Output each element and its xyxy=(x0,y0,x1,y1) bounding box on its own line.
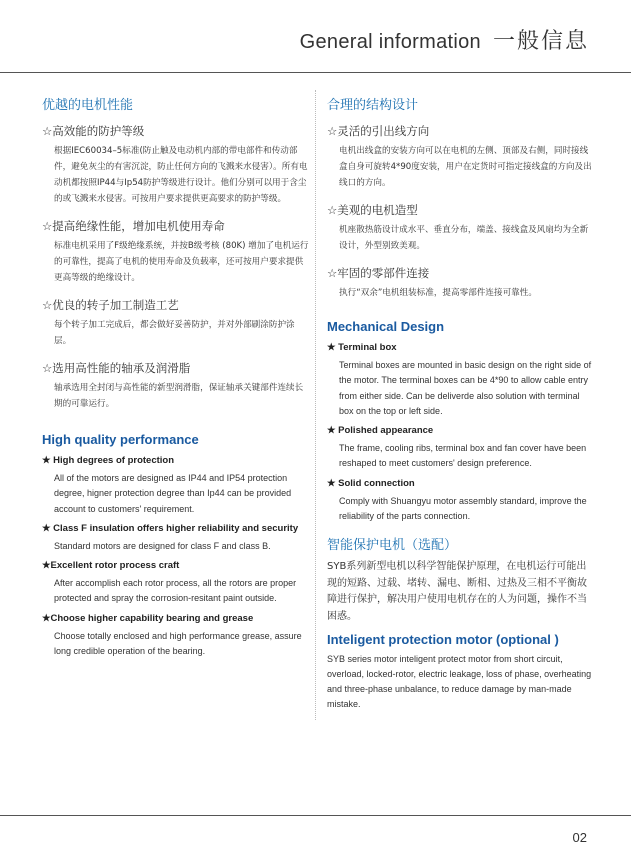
section-heading-mechanical-en: Mechanical Design xyxy=(327,319,445,334)
item-body-insulation-zh: 标准电机采用了F级绝缘系统，并按B级考核 (80K) 增加了电机运行的可靠性，提高了电机的使用寿命及负载率，还可按用户要求提供更高等级的绝缘设计。 xyxy=(54,241,309,283)
page-header-title xyxy=(300,24,589,55)
item-body-protection-zh: 根据IEC60034–5标准(防止触及电动机内部的带电部件和传动部件，避免灰尘的有害沉淀，防止任何方向的飞溅来水侵害）。所有电动机都按照IP44与Ip54防护等级进行设计。他们分别可以用于含尘的或飞溅来水侵害。可按用户要求提供更高要求的防护等级。 xyxy=(54,146,308,204)
item-title-protection-en: ★ High degrees of protection xyxy=(42,455,175,466)
item-body-insulation-en: Standard motors are designed for class F and class B. xyxy=(54,540,271,551)
item-body-appearance-zh: 机座散热筋设计成水平、垂直分布，端盖、接线盒及风扇均为全新设计，外型别致美观。 xyxy=(339,225,589,251)
item-title-polished-en: ★ Polished appearance xyxy=(327,425,434,437)
item-title-appearance-zh: ☆美观的电机造型 xyxy=(327,203,418,217)
item-title-lead-direction-zh: ☆灵活的引出线方向 xyxy=(327,124,430,138)
section-heading-performance-en: High quality performance xyxy=(42,432,199,447)
item-title-bearing-zh: ☆选用高性能的轴承及润滑脂 xyxy=(42,361,191,375)
section-heading-structure-zh: 合理的结构设计 xyxy=(327,98,419,113)
section-body-smart-en: SYB series motor inteligent protect motor from short circuit, overload, locked-rotor, electric leakage, loss of phase, overheating and three-phase unbalance, to reduce damage by man-made mistake. xyxy=(327,654,592,709)
item-title-rotor-zh: ☆优良的转子加工制造工艺 xyxy=(42,298,179,312)
item-title-solid-connection-en: ★ Solid connection xyxy=(327,477,415,489)
left-column xyxy=(42,94,310,665)
section-body-smart-zh: SYB系列新型电机以科学智能保护原理，在电机运行可能出现的短路、过载、堵转、漏电、断相、过热及三相不平衡故障进行保护，解决用户使用电机存在的人为问题，操作不当困惑。 xyxy=(327,561,587,622)
item-title-bearing-en: ★Choose higher capability bearing and grease xyxy=(42,612,254,624)
item-body-polished-en: The frame, cooling ribs, terminal box and fan cover have been reshaped to meet customers' design preference. xyxy=(339,443,587,469)
item-body-bearing-en: Choose totally enclosed and high performance grease, assure long credible operation of the bearing. xyxy=(54,630,302,657)
top-divider xyxy=(0,72,631,73)
section-heading-performance-zh: 优越的电机性能 xyxy=(42,98,134,113)
item-body-rotor-en: After accomplish each rotor process, all the rotors are proper protected and spray the corrosion-resitant paint outside. xyxy=(54,578,297,604)
item-body-lead-direction-zh: 电机出线盒的安装方向可以在电机的左侧、顶部及右侧，同时接线盒自身可旋转4*90度安装，用户在定货时可指定接线盒的方向及出线口的方向。 xyxy=(339,146,592,188)
header-title-en: General information xyxy=(299,31,481,53)
item-body-protection-en: All of the motors are designed as IP44 and IP54 protection degree, higner protection degree than Ip44 can be provided account to customers' requirement. xyxy=(54,473,292,514)
bottom-divider xyxy=(0,815,631,816)
page-number: 02 xyxy=(572,830,587,845)
item-body-rotor-zh: 每个转子加工完成后，都会做好妥善防护，并对外部刷涂防护涂层。 xyxy=(54,320,295,346)
item-body-connection-zh: 执行“双余”电机组装标准，提高零部件连接可靠性。 xyxy=(339,288,537,298)
item-body-bearing-zh: 轴承选用全封闭与高性能的新型润滑脂，保证轴承关键部件连续长期的可靠运行。 xyxy=(54,383,304,409)
right-column xyxy=(327,94,595,712)
item-title-rotor-en: ★Excellent rotor process craft xyxy=(42,560,180,572)
item-title-terminal-box-en: ★ Terminal box xyxy=(327,342,397,353)
item-body-solid-connection-en: Comply with Shuangyu motor assembly standard, improve the reliability of the parts connection. xyxy=(339,495,587,522)
section-heading-smart-zh: 智能保护电机（选配） xyxy=(327,538,458,554)
item-title-insulation-zh: ☆提高绝缘性能，增加电机使用寿命 xyxy=(42,219,225,233)
item-body-terminal-box-en: Terminal boxes are mounted in basic design on the right side of the motor. The terminal boxes can be 4*90 to allow cable entry from either side. Can be deliverde also solution with terminal box on the top or left side. xyxy=(339,360,592,416)
item-title-insulation-en: ★ Class F insulation offers higher reliability and security xyxy=(42,522,299,534)
column-divider xyxy=(315,90,316,720)
header-title-zh: 一般信息 xyxy=(492,29,589,54)
item-title-protection-zh: ☆高效能的防护等级 xyxy=(42,124,145,138)
item-title-connection-zh: ☆牢固的零部件连接 xyxy=(327,266,430,280)
section-heading-smart-en: Inteligent protection motor (optional ) xyxy=(327,632,559,648)
